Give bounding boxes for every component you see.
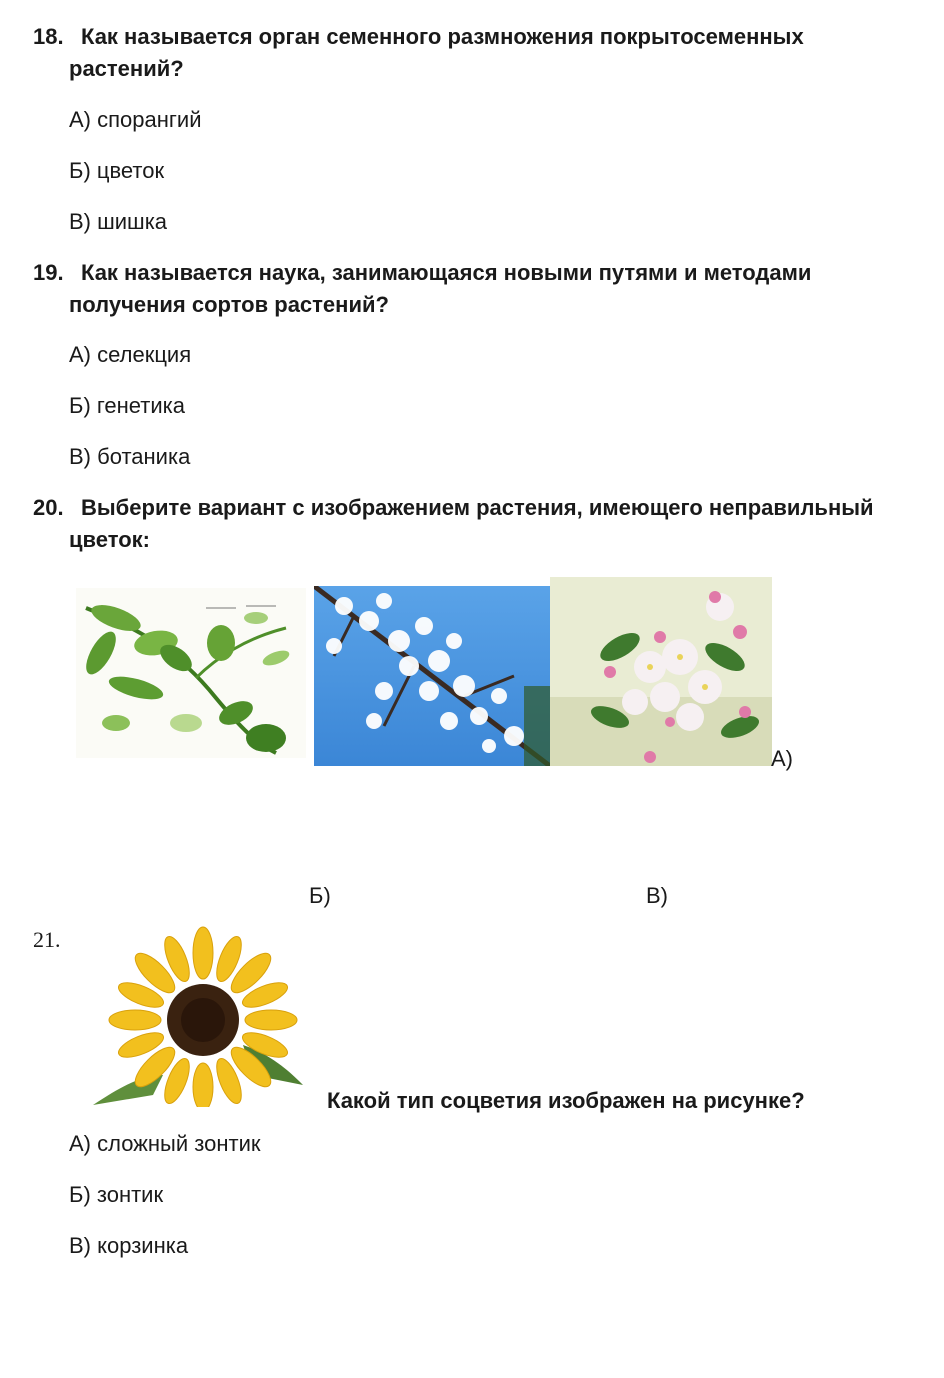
question-21-text: Какой тип соцветия изображен на рисунке? — [327, 1088, 805, 1113]
question-20-number: 20. — [33, 495, 64, 520]
q18-option-b[interactable]: Б) цветок — [69, 158, 165, 183]
question-21-number: 21. — [33, 927, 61, 952]
pea-plant-image[interactable] — [76, 588, 306, 758]
question-19-text: Как называется наука, занимающаяся новыми путями и методами получения сортов растений? — [69, 260, 812, 317]
q19-option-a[interactable]: А) селекция — [69, 342, 192, 367]
q21-option-a[interactable]: А) сложный зонтик — [69, 1131, 261, 1156]
q18-option-c[interactable]: В) шишка — [69, 209, 168, 234]
q19-option-c[interactable]: В) ботаника — [69, 444, 191, 469]
q21-option-b[interactable]: Б) зонтик — [69, 1182, 164, 1207]
question-18-number: 18. — [33, 24, 64, 49]
question-18-text: Как называется орган семенного размножения покрытосеменных растений? — [69, 24, 804, 81]
question-20-text: Выберите вариант с изображением растения, имеющего неправильный цветок: — [69, 495, 874, 552]
question-19-number: 19. — [33, 260, 64, 285]
q20-label-a[interactable]: А) — [771, 746, 793, 771]
q19-option-b[interactable]: Б) генетика — [69, 393, 186, 418]
sunflower-image[interactable] — [93, 925, 328, 1107]
q20-label-c[interactable]: В) — [646, 883, 668, 908]
apple-blossom-image[interactable] — [550, 577, 772, 766]
q20-label-b[interactable]: Б) — [309, 883, 331, 908]
cherry-blossom-image[interactable] — [314, 586, 550, 766]
q21-option-c[interactable]: В) корзинка — [69, 1233, 189, 1258]
q18-option-a[interactable]: А) спорангий — [69, 107, 202, 132]
